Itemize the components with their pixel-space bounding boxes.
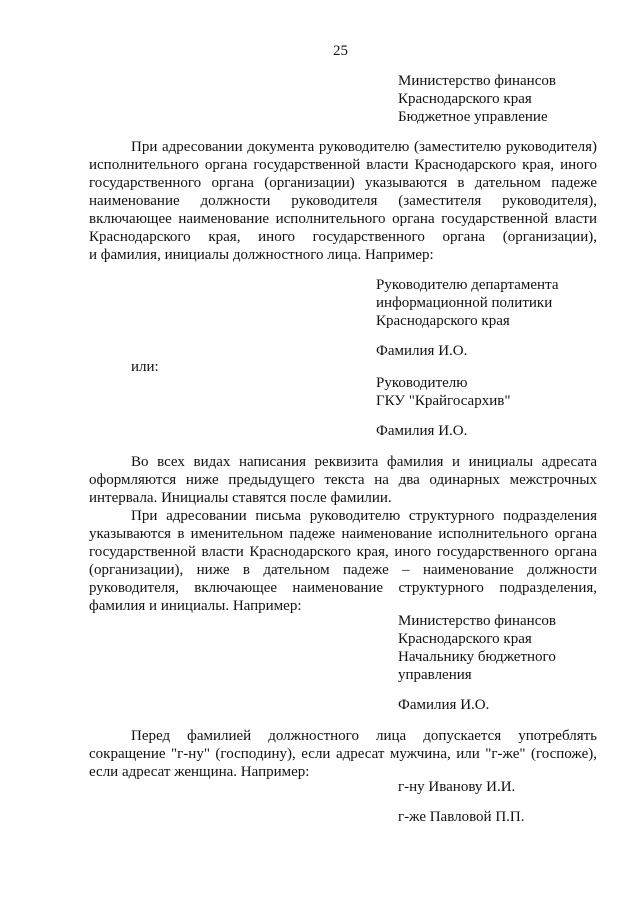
example-line: г-ну Иванову И.И. bbox=[398, 779, 516, 795]
paragraph-line: Краснодарского края, иного государственного органа (организации), bbox=[89, 229, 597, 245]
example-line: Руководителю bbox=[376, 375, 468, 391]
paragraph-line: исполнительного органа государственной власти Краснодарского края, иного bbox=[89, 157, 597, 173]
addressee-line: Краснодарского края bbox=[398, 91, 532, 107]
paragraph-line: руководителя, включающее наименование структурного подразделения, bbox=[89, 580, 597, 596]
paragraph-line: (организации), ниже в дательном падеже – наименование должности bbox=[89, 562, 597, 578]
paragraph-line: и фамилия, инициалы должностного лица. Например: bbox=[89, 247, 434, 263]
paragraph-line: При адресовании письма руководителю структурного подразделения bbox=[131, 508, 597, 524]
or-separator: или: bbox=[131, 359, 159, 375]
example-line: Краснодарского края bbox=[398, 631, 532, 647]
page-number: 25 bbox=[333, 43, 348, 59]
example-line: управления bbox=[398, 667, 472, 683]
paragraph-line: При адресовании документа руководителю (заместителю руководителя) bbox=[131, 139, 597, 155]
example-line: Начальнику бюджетного bbox=[398, 649, 556, 665]
example-line: Руководителю департамента bbox=[376, 277, 559, 293]
paragraph-line: если адресат женщина. Например: bbox=[89, 764, 310, 780]
example-name: Фамилия И.О. bbox=[376, 343, 468, 359]
example-name: Фамилия И.О. bbox=[376, 423, 468, 439]
example-line: Краснодарского края bbox=[376, 313, 510, 329]
example-line: ГКУ "Крайгосархив" bbox=[376, 393, 511, 409]
paragraph-line: указываются в именительном падеже наименование исполнительного органа bbox=[89, 526, 597, 542]
example-line: г-же Павловой П.П. bbox=[398, 809, 525, 825]
addressee-line: Бюджетное управление bbox=[398, 109, 548, 125]
paragraph-line: государственной власти Краснодарского края, иного государственного органа bbox=[89, 544, 597, 560]
example-name: Фамилия И.О. bbox=[398, 697, 490, 713]
paragraph-line: фамилия и инициалы. Например: bbox=[89, 598, 302, 614]
addressee-line: Министерство финансов bbox=[398, 73, 556, 89]
example-line: информационной политики bbox=[376, 295, 553, 311]
paragraph-line: сокращение "г-ну" (господину), если адресат мужчина, или "г-же" (госпоже), bbox=[89, 746, 597, 762]
paragraph-line: включающее наименование исполнительного органа государственной власти bbox=[89, 211, 597, 227]
paragraph-line: интервала. Инициалы ставятся после фамилии. bbox=[89, 490, 392, 506]
paragraph-line: Во всех видах написания реквизита фамилия и инициалы адресата bbox=[131, 454, 597, 470]
paragraph-line: наименование должности руководителя (заместителя руководителя), bbox=[89, 193, 597, 209]
paragraph-line: государственного органа (организации) указываются в дательном падеже bbox=[89, 175, 597, 191]
paragraph-line: оформляются ниже предыдущего текста на два одинарных межстрочных bbox=[89, 472, 597, 488]
paragraph-line: Перед фамилией должностного лица допускается употреблять bbox=[131, 728, 597, 744]
example-line: Министерство финансов bbox=[398, 613, 556, 629]
